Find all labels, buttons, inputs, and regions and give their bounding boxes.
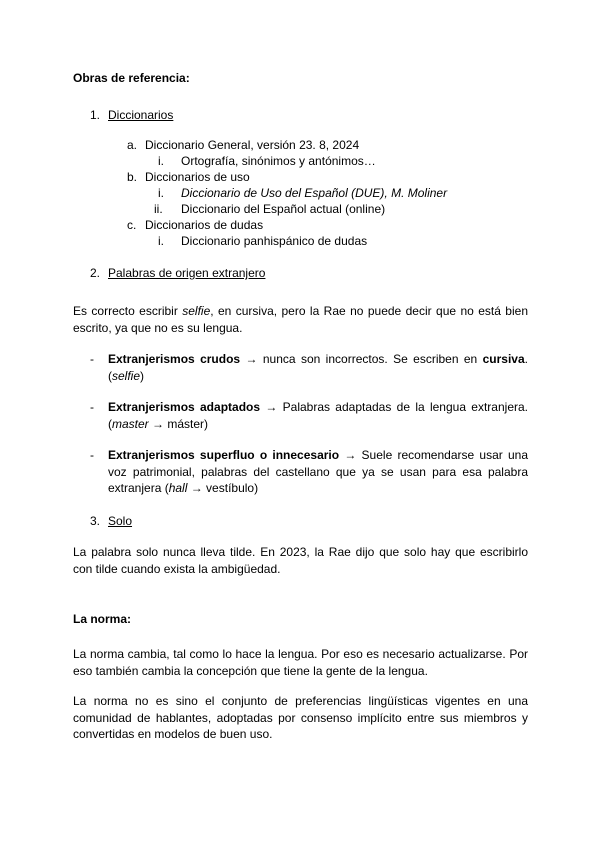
text-run: → Palabras adaptadas de la lengua extranjera. — [260, 400, 528, 414]
section-heading-norma: La norma: — [73, 612, 132, 626]
text-run: ( — [108, 416, 112, 431]
text-run: Es correcto escribir — [73, 304, 183, 318]
text-run: → Suele recomendarse usar una — [339, 448, 528, 462]
paragraph-solo — [73, 544, 528, 577]
list-item-diccionarios: Diccionarios — [108, 108, 174, 122]
text-run: . — [524, 352, 528, 366]
text-line: escrito, ya que no es su lengua. — [73, 320, 243, 335]
sublist-mark-b: b. — [127, 170, 138, 184]
list-item-palabras-extranjero: Palabras de origen extranjero — [108, 266, 266, 280]
sublist-mark-a: a. — [127, 138, 138, 152]
text-line: La palabra solo nunca lleva tilde. En 2023, la Rae dijo que solo hay que escribirlo — [73, 545, 528, 559]
text-run: → nunca son incorrectos. Se escriben en — [240, 352, 483, 366]
subsublist-item-a-i: Ortografía, sinónimos y antónimos… — [181, 154, 376, 168]
text-run-italic: selfie — [112, 368, 141, 383]
text-run-italic: selfie — [182, 304, 211, 318]
text-line: eso también cambia la concepción que tiene la gente de la lengua. — [73, 663, 428, 678]
sublist-item-c: Diccionarios de dudas — [145, 218, 264, 232]
text-line: comunidad de hablantes, adoptadas por consenso implícito entre sus miembros y — [73, 710, 528, 725]
text-run: ( — [108, 368, 112, 383]
subsublist-mark-c-i: i. — [158, 234, 164, 248]
paragraph-norma-1 — [73, 646, 528, 679]
bullet-dash: - — [90, 352, 94, 366]
text-run: , en cursiva, pero la Rae no puede decir que no está bien — [210, 304, 528, 318]
bullet-extranjerismos-crudos — [108, 351, 528, 384]
text-line: voz patrimonial, palabras del castellano que ya se usan para esa palabra — [108, 464, 528, 479]
section-heading-obras: Obras de referencia: — [73, 71, 190, 85]
subsublist-item-b-ii: Diccionario del Español actual (online) — [181, 202, 386, 216]
text-line: convertidas en modelos de buen uso. — [73, 727, 273, 741]
bullet-extranjerismos-adaptados — [108, 399, 528, 432]
subsublist-mark-b-i: i. — [158, 186, 164, 200]
paragraph-selfie — [73, 303, 528, 336]
bullet-term: Extranjerismos superfluo o innecesario — [108, 448, 340, 462]
list-number-2: 2. — [90, 266, 101, 280]
bullet-term: Extranjerismos crudos — [108, 352, 241, 366]
text-run: → máster) — [148, 416, 209, 431]
text-run-bold: cursiva — [482, 352, 525, 366]
text-run-italic: master — [112, 416, 149, 431]
sublist-item-b: Diccionarios de uso — [145, 170, 250, 184]
text-line: con tilde cuando exista la ambigüedad. — [73, 561, 281, 576]
bullet-dash: - — [90, 448, 94, 462]
subsublist-item-b-i: Diccionario de Uso del Español (DUE), M. Moliner — [181, 186, 448, 200]
bullet-dash: - — [90, 400, 94, 414]
text-run: → vestíbulo) — [187, 481, 259, 495]
list-number-3: 3. — [90, 514, 101, 528]
paragraph-norma-2 — [73, 693, 528, 743]
list-number-1: 1. — [90, 108, 101, 122]
bullet-extranjerismos-superfluo — [108, 447, 528, 497]
text-run: ) — [140, 368, 145, 383]
list-item-solo: Solo — [108, 514, 133, 528]
text-line: La norma no es sino el conjunto de preferencias lingüísticas vigentes en una — [73, 694, 528, 708]
subsublist-mark-b-ii: ii. — [154, 202, 163, 216]
text-run: extranjera ( — [108, 481, 169, 495]
subsublist-item-c-i: Diccionario panhispánico de dudas — [181, 234, 368, 248]
text-run-italic: hall — [168, 481, 188, 495]
bullet-term: Extranjerismos adaptados — [108, 400, 261, 414]
sublist-item-a: Diccionario General, versión 23. 8, 2024 — [145, 138, 360, 152]
subsublist-mark-a-i: i. — [158, 154, 164, 168]
text-line: La norma cambia, tal como lo hace la lengua. Por eso es necesario actualizarse. Por — [73, 647, 528, 661]
sublist-mark-c: c. — [127, 218, 137, 232]
